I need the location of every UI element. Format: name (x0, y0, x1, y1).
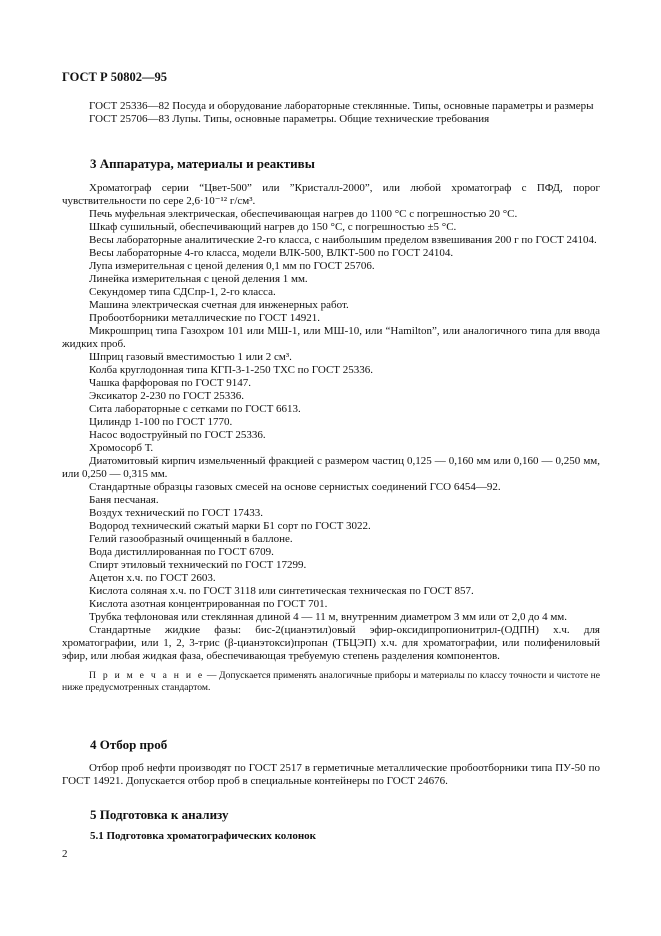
item-15: Сита лабораторные с сетками по ГОСТ 6613. (89, 403, 301, 415)
item-9: Пробоотборники металлические по ГОСТ 14921. (89, 312, 320, 324)
item-0: Хроматограф серии “Цвет-500” или ”Кристалл-2000”, или любой хроматограф с ПФД, порог чувствительности по сере 2,6·10⁻¹² г/см³. (62, 182, 600, 207)
section-4-heading: 4 Отбор проб (90, 737, 168, 752)
item-23: Водород технический сжатый марки Б1 сорт по ГОСТ 3022. (89, 520, 371, 532)
item-14: Эксикатор 2-230 по ГОСТ 25336. (89, 390, 245, 402)
reference-2: ГОСТ 25706—83 Лупы. Типы, основные параметры. Общие технические требования (89, 113, 490, 125)
item-13: Чашка фарфоровая по ГОСТ 9147. (89, 377, 252, 389)
item-22: Воздух технический по ГОСТ 17433. (89, 507, 263, 519)
section-3-body (62, 182, 600, 693)
item-27: Ацетон х.ч. по ГОСТ 2603. (89, 572, 216, 584)
item-31: Стандартные жидкие фазы: бис-2(цианэтил)овый эфир-оксидипропионитрил-(ОДПН) х.ч. для хроматографии, или 1, 2, 3-трис (β-цианэтокси)пропан (ТБЦЭП) х.ч. для хроматографии, или полифениловый эфир, или любая жидкая фаза, обеспечивающая требуемую степень разделения компонентов. (62, 624, 600, 662)
item-28: Кислота соляная х.ч. по ГОСТ 3118 или синтетическая техническая по ГОСТ 857. (89, 585, 474, 597)
item-12: Колба круглодонная типа КГП-3-1-250 ТХС по ГОСТ 25336. (89, 364, 374, 376)
section-3-heading: 3 Аппаратура, материалы и реактивы (90, 156, 315, 171)
references-block (62, 100, 600, 126)
item-21: Баня песчаная. (89, 494, 159, 506)
item-24: Гелий газообразный очищенный в баллоне. (89, 533, 293, 545)
item-19: Диатомитовый кирпич измельченный фракцией с размером частиц 0,125 — 0,160 мм или 0,160 — 0,250 мм, или 0,250 — 0,315 мм. (62, 455, 600, 480)
item-17: Насос водоструйный по ГОСТ 25336. (89, 429, 266, 441)
reference-1: ГОСТ 25336—82 Посуда и оборудование лабораторные стеклянные. Типы, основные параметры и размеры (89, 100, 594, 112)
item-10: Микрошприц типа Газохром 101 или МШ-1, или МШ-10, или “Hamilton”, или аналогичного типа для ввода жидких проб. (62, 325, 600, 350)
page-header: ГОСТ Р 50802—95 (62, 70, 168, 84)
page-number: 2 (62, 848, 68, 860)
item-7: Секундомер типа СДСпр-1, 2-го класса. (89, 286, 276, 298)
item-6: Линейка измерительная с ценой деления 1 мм. (89, 273, 308, 285)
note (62, 670, 600, 693)
item-30: Трубка тефлоновая или стеклянная длиной 4 — 11 м, внутренним диаметром 3 мм или от 2,0 до 4 мм. (89, 611, 567, 623)
item-20: Стандартные образцы газовых смесей на основе сернистых соединений ГСО 6454—92. (89, 481, 501, 493)
section-5-heading: 5 Подготовка к анализу (90, 807, 229, 822)
item-26: Спирт этиловый технический по ГОСТ 17299. (89, 559, 307, 571)
item-1: Печь муфельная электрическая, обеспечивающая нагрев до 1100 °С с погрешностью 20 °С. (89, 208, 518, 220)
item-25: Вода дистиллированная по ГОСТ 6709. (89, 546, 274, 558)
section-4-body (62, 762, 600, 788)
section-4-text: Отбор проб нефти производят по ГОСТ 2517 в герметичные металлические пробоотборники типа ПУ-50 по ГОСТ 14921. Допускается отбор проб в специальные контейнеры по ГОСТ 24676. (62, 762, 600, 787)
section-5-1-heading: 5.1 Подготовка хроматографических колонок (90, 830, 317, 842)
item-4: Весы лабораторные 4-го класса, модели ВЛК-500, ВЛКТ-500 по ГОСТ 24104. (89, 247, 454, 259)
item-29: Кислота азотная концентрированная по ГОСТ 701. (89, 598, 328, 610)
item-18: Хромосорб Т. (89, 442, 154, 454)
note-label: П р и м е ч а н и е (89, 670, 205, 681)
item-3: Весы лабораторные аналитические 2-го класса, с наибольшим пределом взвешивания 200 г по ГОСТ 24104. (89, 234, 597, 246)
item-2: Шкаф сушильный, обеспечивающий нагрев до 150 °С, с погрешностью ±5 °С. (89, 221, 457, 233)
item-5: Лупа измерительная с ценой деления 0,1 мм по ГОСТ 25706. (89, 260, 375, 272)
note-text: — Допускается применять аналогичные приборы и материалы по классу точности и чистоте не ниже предусмотренных стандартом. (62, 670, 601, 693)
item-8: Машина электрическая счетная для инженерных работ. (89, 299, 349, 311)
item-11: Шприц газовый вместимостью 1 или 2 см³. (89, 351, 292, 363)
item-16: Цилиндр 1-100 по ГОСТ 1770. (89, 416, 233, 428)
